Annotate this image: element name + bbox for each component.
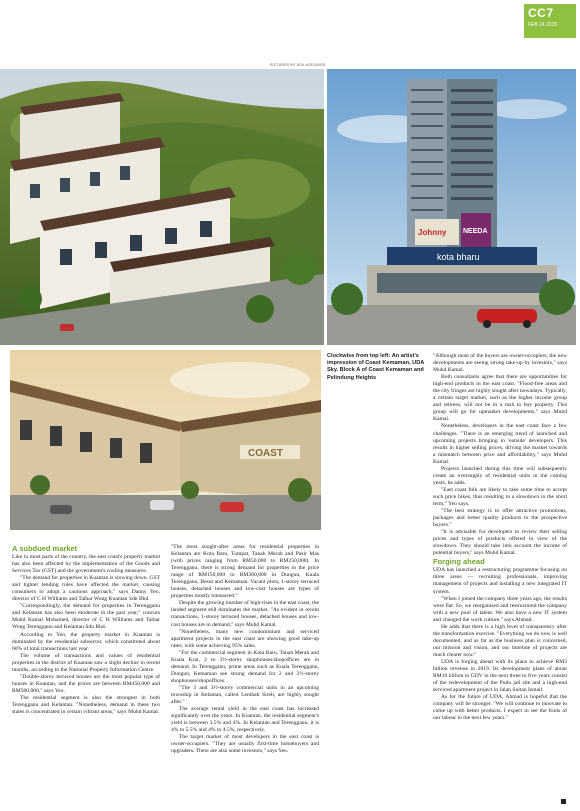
- paragraph: "The 3 and 3½-storey commercial units in an upcoming township in Kelantan, called Lembah Sireh, are highly sought after.": [171, 684, 319, 706]
- tower-illustration: [327, 69, 576, 345]
- paragraph: "When I joined the company three years ago, the results were flat. So, we reorganised and restructured the company with a new pool of talent. We also have a new IT system and changed the work culture," says Ahmad.: [433, 595, 567, 623]
- paragraph: Like in most parts of the country, the east coast's property market has also been affected by the implementation of the Goods and Services Tax (GST) and the government's cooling measures.: [12, 554, 160, 575]
- paragraph: UDA has launched a restructuring programme focusing on three areas — recruiting professionals, improving management of projects and installing a new integrated IT system.: [433, 567, 567, 595]
- article-column-1: [12, 544, 160, 806]
- paragraph: UDA is forging ahead with its plans to achieve RM3 billion revenue in 2019. Its development plans of about RM10 billion in GDV in the next three to five years consist of the redevelopment of the Pudu jail site and a high-end serviced apartment project in Jalan Sultan Ismail.: [433, 658, 567, 694]
- paragraph: "East coast folk are likely to take some time to accept such price hikes, thus resulting in a slowdown in the short term," Yeo says.: [433, 486, 567, 507]
- end-mark-icon: [561, 799, 566, 804]
- heading-forging-ahead: Forging ahead: [433, 557, 485, 567]
- heading-subdued-market: A subdued market: [12, 544, 78, 553]
- paragraph: "It is advisable for developers to review their selling prices and types of products offered in view of the slowdown. They should take into account the income of potential buyers," says Muhd Kamal.: [433, 529, 567, 557]
- paragraph: "For the commercial segment in Kota Baru, Tanah Merah and Kuala Krai, 2 to 3½-storey shophouses/shopoffices are in demand. In Terengganu, prime areas such as Kuala Terengganu, Dungun, Kemaman see strong demand for 2 and 2½-storey shophouses/shopoffices.: [171, 649, 319, 684]
- paragraph: The average rental yield in the east coast has increased significantly over the years. In Kuantan, the residential segment's yield is between 3.5% and 4%. In Kelantan and Terengganu, it is 4% to 5.5% and 4% to 4.5%, respectively.: [171, 706, 319, 734]
- issue-date: FEB 24 2015: [528, 22, 558, 28]
- paragraph: The residential segment is also the strongest in both Terengganu and Kelantan. "Nonetheless, demand in these two states is concentrated in certain vibrant areas," says Muhd Kamal.: [12, 694, 160, 716]
- shophouses-illustration: [10, 350, 321, 530]
- paragraph: The volume of transactions and values of residential properties in the district of Kuantan saw a slight decline in recent months, according to the National Property Information Centre.: [12, 652, 160, 673]
- paragraph: "Correspondingly, the demand for properties in Terengganu and Kelantan has also been moderate in the past year," concurs Muhd Kamal Mohamed, director of C H Williams and Talhar Wong Terengganu and Kelantan Sdn Bhd.: [12, 603, 160, 631]
- terraced-houses-image: [0, 69, 324, 345]
- article-column-3: [433, 353, 567, 803]
- photo-credit: PICTURES BY UDA HOLDINGS: [270, 63, 326, 67]
- section-number: CC7: [528, 6, 554, 20]
- paragraph: Despite the growing number of high-rises in the east coast, the landed segment still dominates the market. "As evident in recent transactions, 1-storey terraced houses, detached houses and low-cost houses are in demand," says Muhd Kamal.: [171, 600, 319, 628]
- paragraph: Both consultants agree that there are opportunities for high-end products in the east coast. "Flood-free areas and the city fringes are highly sought after nowadays. Typically, a certain target market, such as the higher income group and retirees, will not be in a rush to buy property. This group will go for upmarket developments," says Muhd Kamal.: [433, 374, 567, 423]
- terraced-houses-illustration: [0, 69, 324, 345]
- paragraph: "The demand for properties in Kuantan is slowing down. GST and tighter lending rules have affected the market, causing consumers to adopt a cautious approach," says Danny Yeo, director of C H Williams and Talhar Wong Kuantan Sdn Bhd.: [12, 575, 160, 603]
- paragraph: According to Yeo, the property market in Kuantan is dominated by the residential subsector, which constituted about 60% of total transactions last year.: [12, 631, 160, 652]
- base-signage: kota bharu: [437, 252, 480, 262]
- coast-kemaman-shophouses-image: [10, 350, 321, 530]
- billboard-left-text: Johnny: [418, 228, 447, 237]
- photo-caption: Clockwise from top left: An artist's impression of Coast Kemaman, UDA Sky. Block A of Coast Kemaman and Pelindung Heights: [327, 353, 425, 381]
- coast-signage: COAST: [248, 448, 283, 459]
- paragraph: "The most sought-after areas for residential properties in Kelantan are Kota Baru, Tumpat, Tanah Merah and Pasir Mas (with prices ranging from RM50,000 to RM250,000). In Terengganu, there is strong demand for properties in the price range of RM150,000 to RM300,000 in Dungun, Kuala Terengganu, Besut and Kemaman. Vacant plots, 1-storey terraced houses, detached houses and low-cost houses are types of properties mostly transacted.": [171, 544, 319, 600]
- paragraph: He adds that there is a high level of transparency after the transformation exercise. "Everything we do now is well documented, and as far as the business plan is concerned, our mission and vision, and our timeline of projects are much clearer now.": [433, 623, 567, 658]
- paragraph: "The best strategy is to offer attractive promotions, packages and better quality products to the prospective buyers.": [433, 508, 567, 529]
- page-section-tag: [524, 4, 576, 38]
- article-column-2: [171, 544, 319, 806]
- paragraph: The target market of most developers in the east coast is owner-occupiers. "They are usually first-time homebuyers and upgraders. There are also some investors," says Yeo.: [171, 734, 319, 755]
- paragraph: As for the future of UDA, Ahmad is hopeful that the company will be stronger. "We will continue to innovate to come up with better products. I expect to see the fruits of our labour in the next few years.": [433, 694, 567, 722]
- paragraph: "Nonetheless, many new condominium and serviced apartment projects in the east coast are showing good take-up rates, with some achieving 95% sales.: [171, 628, 319, 649]
- paragraph: "Double-storey terraced houses are the most popular type of houses in Kuantan, and the prices are between RM450,000 and RM500,000," says Yeo.: [12, 673, 160, 694]
- paragraph: Nonetheless, developers in the east coast face a few challenges. "There is an emerging trend of launched and upcoming projects bringing in 'outside' developers. This results in higher selling prices, driving the market towards a mismatch between price and affordability," says Muhd Kamal.: [433, 423, 567, 465]
- billboard-right-text: NEEDA: [463, 228, 488, 235]
- uda-sky-tower-image: [327, 69, 576, 345]
- paragraph: Projects launched during this time will subsequently create an oversupply of residential units in the coming years, he adds.: [433, 465, 567, 486]
- paragraph: "Although most of the buyers are owner-occupiers, the new developments are seeing strong take-up by investors," says Muhd Kamal.: [433, 353, 567, 374]
